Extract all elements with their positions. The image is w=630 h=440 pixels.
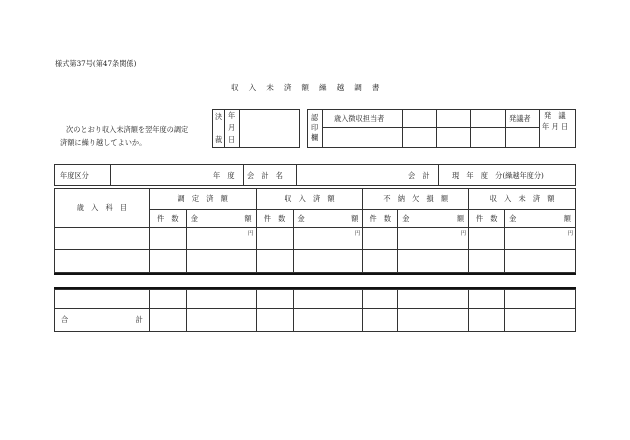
count-cell[interactable] xyxy=(469,228,505,250)
revenue-item-cell[interactable] xyxy=(55,290,150,309)
assessed-header: 調 定 済 額 xyxy=(149,189,256,210)
amount-cell[interactable] xyxy=(398,250,469,273)
total-count-cell[interactable] xyxy=(256,309,293,332)
ketsu-label: 決 xyxy=(215,112,223,121)
proposer-label: 発議者 xyxy=(509,114,531,123)
uncollected-header: 収 入 未 済 額 xyxy=(469,189,576,210)
tsuki-label: 月 xyxy=(228,123,236,132)
amount-header: 金 額 xyxy=(505,210,576,228)
total-row xyxy=(55,309,576,332)
kaikei-label: 会 計 xyxy=(408,171,430,180)
deficit-header: 不 納 欠 損 額 xyxy=(363,189,469,210)
hatsugi-date-label: 年 月 日 xyxy=(542,122,569,131)
amount-cell[interactable]: 円 xyxy=(505,228,576,250)
amount-cell[interactable] xyxy=(186,290,256,309)
amount-cell[interactable]: 円 xyxy=(186,228,256,250)
count-cell[interactable] xyxy=(469,290,505,309)
sai-label: 裁 xyxy=(215,135,223,144)
count-cell[interactable] xyxy=(256,228,293,250)
page-title: 収 入 未 済 額 繰 越 調 書 xyxy=(231,83,384,92)
seal-field-2[interactable] xyxy=(437,110,469,147)
nen-label: 年 xyxy=(228,111,236,120)
count-header: 件 数 xyxy=(363,210,398,228)
revenue-item-header: 歳 入 科 目 xyxy=(55,189,150,228)
in-label: 印 xyxy=(311,123,319,132)
amount-header: 金 額 xyxy=(398,210,469,228)
intro-line-1: 次のとおり収入未済額を翌年度の調定 xyxy=(66,125,189,134)
amount-cell[interactable] xyxy=(505,250,576,273)
table-row xyxy=(55,290,576,309)
year-field[interactable] xyxy=(111,165,211,185)
count-cell[interactable] xyxy=(363,290,398,309)
total-label: 合 計 xyxy=(55,309,150,332)
amount-cell[interactable]: 円 xyxy=(398,228,469,250)
officer-label: 歳入徴収担当者 xyxy=(334,114,385,123)
count-cell[interactable] xyxy=(149,228,186,250)
total-amount-cell[interactable] xyxy=(398,309,469,332)
nin-label: 認 xyxy=(311,113,319,122)
count-header: 件 数 xyxy=(256,210,293,228)
account-name-field[interactable] xyxy=(297,165,405,185)
intro-line-2: 済額に繰り越してよいか。 xyxy=(60,138,147,147)
amount-cell[interactable] xyxy=(293,290,363,309)
break-line-top xyxy=(54,273,576,275)
amount-cell[interactable] xyxy=(293,250,363,273)
seal-field-3[interactable] xyxy=(471,110,504,147)
ran-label: 欄 xyxy=(311,133,319,142)
amount-cell[interactable] xyxy=(398,290,469,309)
form-number: 様式第37号(第47条関係) xyxy=(55,59,137,68)
count-cell[interactable] xyxy=(363,228,398,250)
seal-field-1[interactable] xyxy=(403,110,435,147)
main-table xyxy=(54,188,576,273)
revenue-item-cell[interactable] xyxy=(55,228,150,250)
hatsugi-label: 発 議 xyxy=(544,111,566,120)
total-count-cell[interactable] xyxy=(363,309,398,332)
count-cell[interactable] xyxy=(256,290,293,309)
amount-cell[interactable] xyxy=(186,250,256,273)
nendo-label: 年 度 xyxy=(213,171,235,180)
kaikeimei-label: 会 計 名 xyxy=(247,171,283,180)
lower-table xyxy=(54,289,576,332)
table-row xyxy=(55,250,576,273)
amount-cell[interactable] xyxy=(505,290,576,309)
revenue-item-cell[interactable] xyxy=(55,250,150,273)
count-cell[interactable] xyxy=(363,250,398,273)
hi-label: 日 xyxy=(228,135,236,144)
count-header: 件 数 xyxy=(469,210,505,228)
count-header: 件 数 xyxy=(149,210,186,228)
total-amount-cell[interactable] xyxy=(186,309,256,332)
amount-header: 金 額 xyxy=(293,210,363,228)
ketsusai-date-field[interactable] xyxy=(240,110,299,147)
count-cell[interactable] xyxy=(469,250,505,273)
amount-cell[interactable]: 円 xyxy=(293,228,363,250)
count-cell[interactable] xyxy=(149,250,186,273)
year-category-label: 年度区分 xyxy=(60,171,89,180)
total-count-cell[interactable] xyxy=(149,309,186,332)
count-cell[interactable] xyxy=(149,290,186,309)
count-cell[interactable] xyxy=(256,250,293,273)
total-count-cell[interactable] xyxy=(469,309,505,332)
amount-header: 金 額 xyxy=(186,210,256,228)
total-amount-cell[interactable] xyxy=(293,309,363,332)
total-amount-cell[interactable] xyxy=(505,309,576,332)
received-header: 収 入 済 額 xyxy=(256,189,363,210)
table-row xyxy=(55,228,576,250)
current-year-label: 現 年 度 分(繰越年度分) xyxy=(452,171,544,180)
